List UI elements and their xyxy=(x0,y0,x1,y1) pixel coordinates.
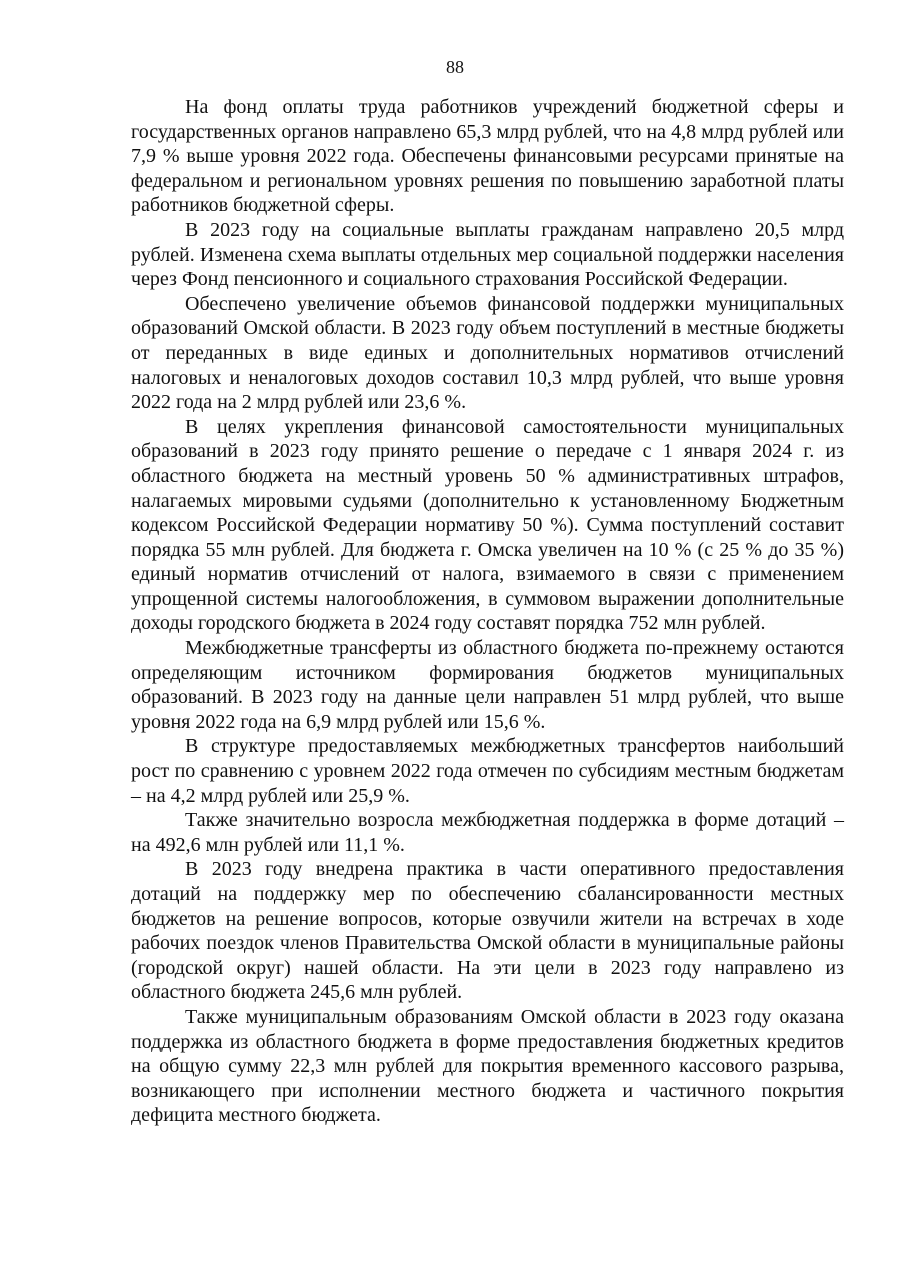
paragraph-municipal-support: Обеспечено увеличение объемов финансовой поддержки муниципальных образований Омской области. В 2023 году объем поступлений в местные бюджеты от переданных в виде единых и дополнительных нормативов отчислений налоговых и неналоговых доходов составил 10,3 млрд рублей, что выше уровня 2022 года на 2 млрд рублей или 23,6 %. xyxy=(131,292,844,414)
paragraph-balance-subsidies: В 2023 году внедрена практика в части оперативного предоставления дотаций на поддержку мер по обеспечению сбалансированности местных бюджетов на решение вопросов, которые озвучили жители на встречах в ходе рабочих поездок членов Правительства Омской области в муниципальные районы (городской округ) нашей области. На эти цели в 2023 году направлено из областного бюджета 245,6 млн рублей. xyxy=(131,858,844,1004)
paragraph-transfer-structure: В структуре предоставляемых межбюджетных трансфертов наибольший рост по сравнению с уровнем 2022 года отмечен по субсидиям местным бюджетам – на 4,2 млрд рублей или 25,9 %. xyxy=(131,735,844,807)
page-number: 88 xyxy=(446,57,464,77)
paragraph-social-payments: В 2023 году на социальные выплаты гражданам направлено 20,5 млрд рублей. Изменена схема выплаты отдельных мер социальной поддержки населения через Фонд пенсионного и социального страхования Российской Федерации. xyxy=(131,218,844,291)
paragraph-budget-credits: Также муниципальным образованиям Омской области в 2023 году оказана поддержка из областного бюджета в форме предоставления бюджетных кредитов на общую сумму 22,3 млн рублей для покрытия временного кассового разрыва, возникающего при исполнении местного бюджета и частичного покрытия дефицита местного бюджета. xyxy=(131,1005,844,1127)
paragraph-interbudget-transfers: Межбюджетные трансферты из областного бюджета по-прежнему остаются определяющим источником формирования бюджетов муниципальных образований. В 2023 году на данные цели направлен 51 млрд рублей, что выше уровня 2022 года на 6,9 млрд рублей или 15,6 %. xyxy=(131,637,844,733)
paragraph-financial-independence: В целях укрепления финансовой самостоятельности муниципальных образований в 2023 году принято решение о передаче с 1 января 2024 г. из областного бюджета на местный уровень 50 % административных штрафов, налагаемых мировыми судьями (дополнительно к установленному Бюджетным кодексом Российской Федерации нормативу 50 %). Сумма поступлений составит порядка 55 млн рублей. Для бюджета г. Омска увеличен на 10 % (с 25 % до 35 %) единый норматив отчислений от налога, взимаемого в связи с применением упрощенной системы налогообложения, в суммовом выражении дополнительные доходы городского бюджета в 2024 году составят порядка 752 млн рублей. xyxy=(131,415,844,635)
paragraph-subsidies-growth: Также значительно возросла межбюджетная поддержка в форме дотаций – на 492,6 млн рублей или 11,1 %. xyxy=(131,809,844,856)
paragraph-payroll-fund: На фонд оплаты труда работников учреждений бюджетной сферы и государственных органов направлено 65,3 млрд рублей, что на 4,8 млрд рублей или 7,9 % выше уровня 2022 года. Обеспечены финансовыми ресурсами принятые на федеральном и региональном уровнях решения по повышению заработной платы работников бюджетной сферы. xyxy=(131,96,844,217)
document-body xyxy=(131,95,844,1128)
